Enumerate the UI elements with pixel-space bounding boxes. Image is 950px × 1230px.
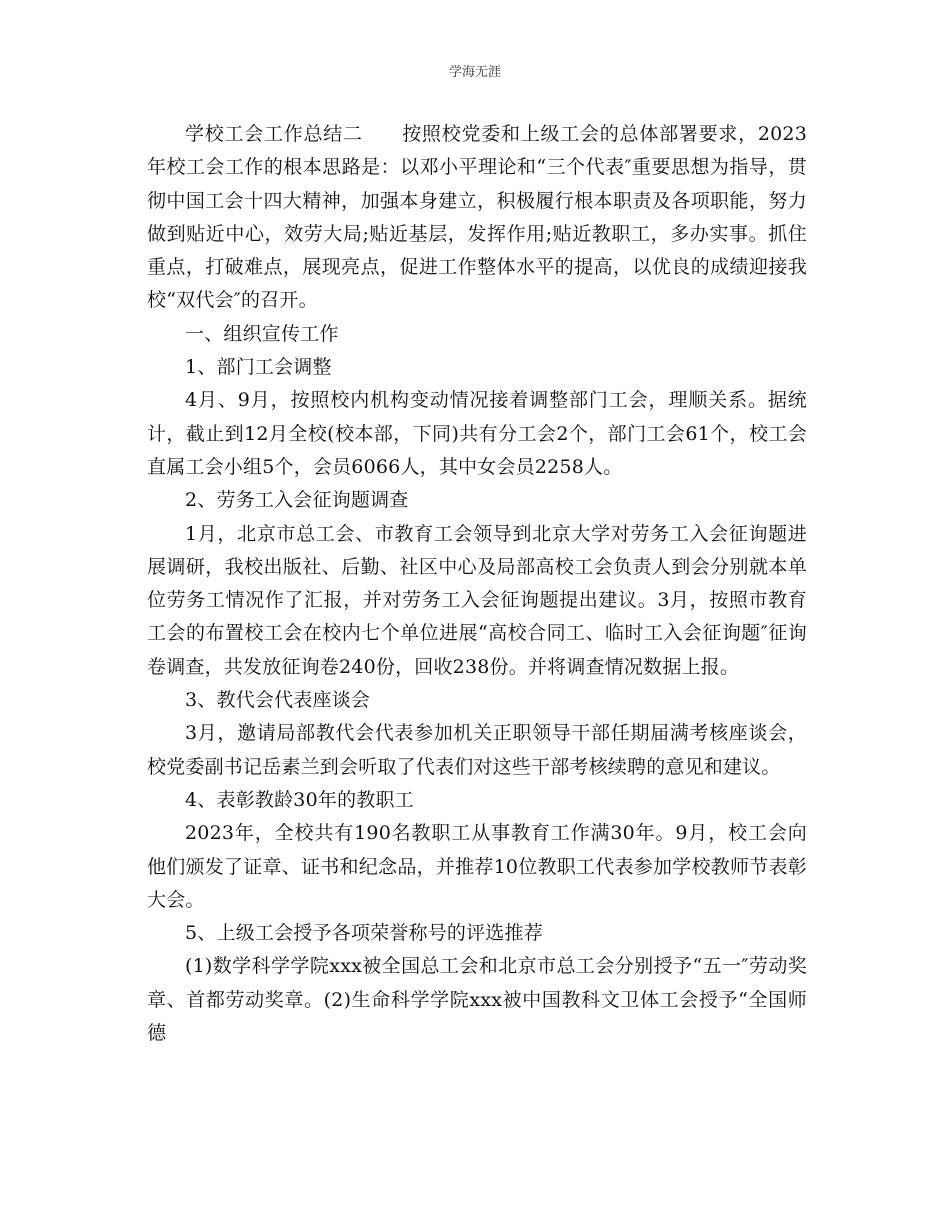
body-paragraph: 4月、9月，按照校内机构变动情况接着调整部门工会，理顺关系。据统计，截止到12月全校(校本部，下同)共有分工会2个，部门工会61个，校工会直属工会小组5个，会员6066人，其中女会员2258人。 <box>147 389 807 478</box>
subsection-heading: 2、劳务工入会征询题调查 <box>185 489 409 512</box>
body-paragraph: 2023年，全校共有190名教职工从事教育工作满30年。9月，校工会向他们颁发了证章、证书和纪念品，并推荐10位教职工代表参加学校教师节表彰大会。 <box>147 822 807 911</box>
body-paragraph: 3月，邀请局部教代会代表参加机关正职领导干部任期届满考核座谈会，校党委副书记岳素兰到会听取了代表们对这些干部考核续聘的意见和建议。 <box>147 722 807 778</box>
body-paragraph: (1)数学科学学院xxx被全国总工会和北京市总工会分别授予“五一″劳动奖章、首都劳动奖章。(2)生命科学学院xxx被中国教科文卫体工会授予“全国师德 <box>147 955 807 1045</box>
section-heading: 一、组织宣传工作 <box>185 322 339 345</box>
subsection-heading: 5、上级工会授予各项荣誉称号的评选推荐 <box>185 922 543 945</box>
subsection-heading: 1、部门工会调整 <box>185 356 332 379</box>
subsection-heading: 4、表彰教龄30年的教职工 <box>185 788 414 811</box>
subsection-heading: 3、教代会代表座谈会 <box>185 689 371 712</box>
document-body <box>147 118 807 1050</box>
page-header: 学海无涯 <box>448 65 501 80</box>
body-paragraph: 1月，北京市总工会、市教育工会领导到北京大学对劳务工入会征询题进展调研，我校出版社、后勤、社区中心及局部高校工会负责人到会分别就本单位劳务工情况作了汇报，并对劳务工入会征询题提出建议。3月，按照市教育工会的布置校工会在校内七个单位进展“高校合同工、临时工入会征询题″征询卷调查，共发放征询卷240份，回收238份。并将调查情况数据上报。 <box>147 522 807 678</box>
intro-paragraph: 学校工会工作总结二 按照校党委和上级工会的总体部署要求，2023年校工会工作的根本思路是：以邓小平理论和“三个代表″重要思想为指导，贯彻中国工会十四大精神，加强本身建立，积极履行根本职责及各项职能，努力做到贴近中心，效劳大局;贴近基层，发挥作用;贴近教职工，多办实事。抓住重点，打破难点，展现亮点，促进工作整体水平的提高，以优良的成绩迎接我校“双代会″的召开。 <box>147 123 807 312</box>
